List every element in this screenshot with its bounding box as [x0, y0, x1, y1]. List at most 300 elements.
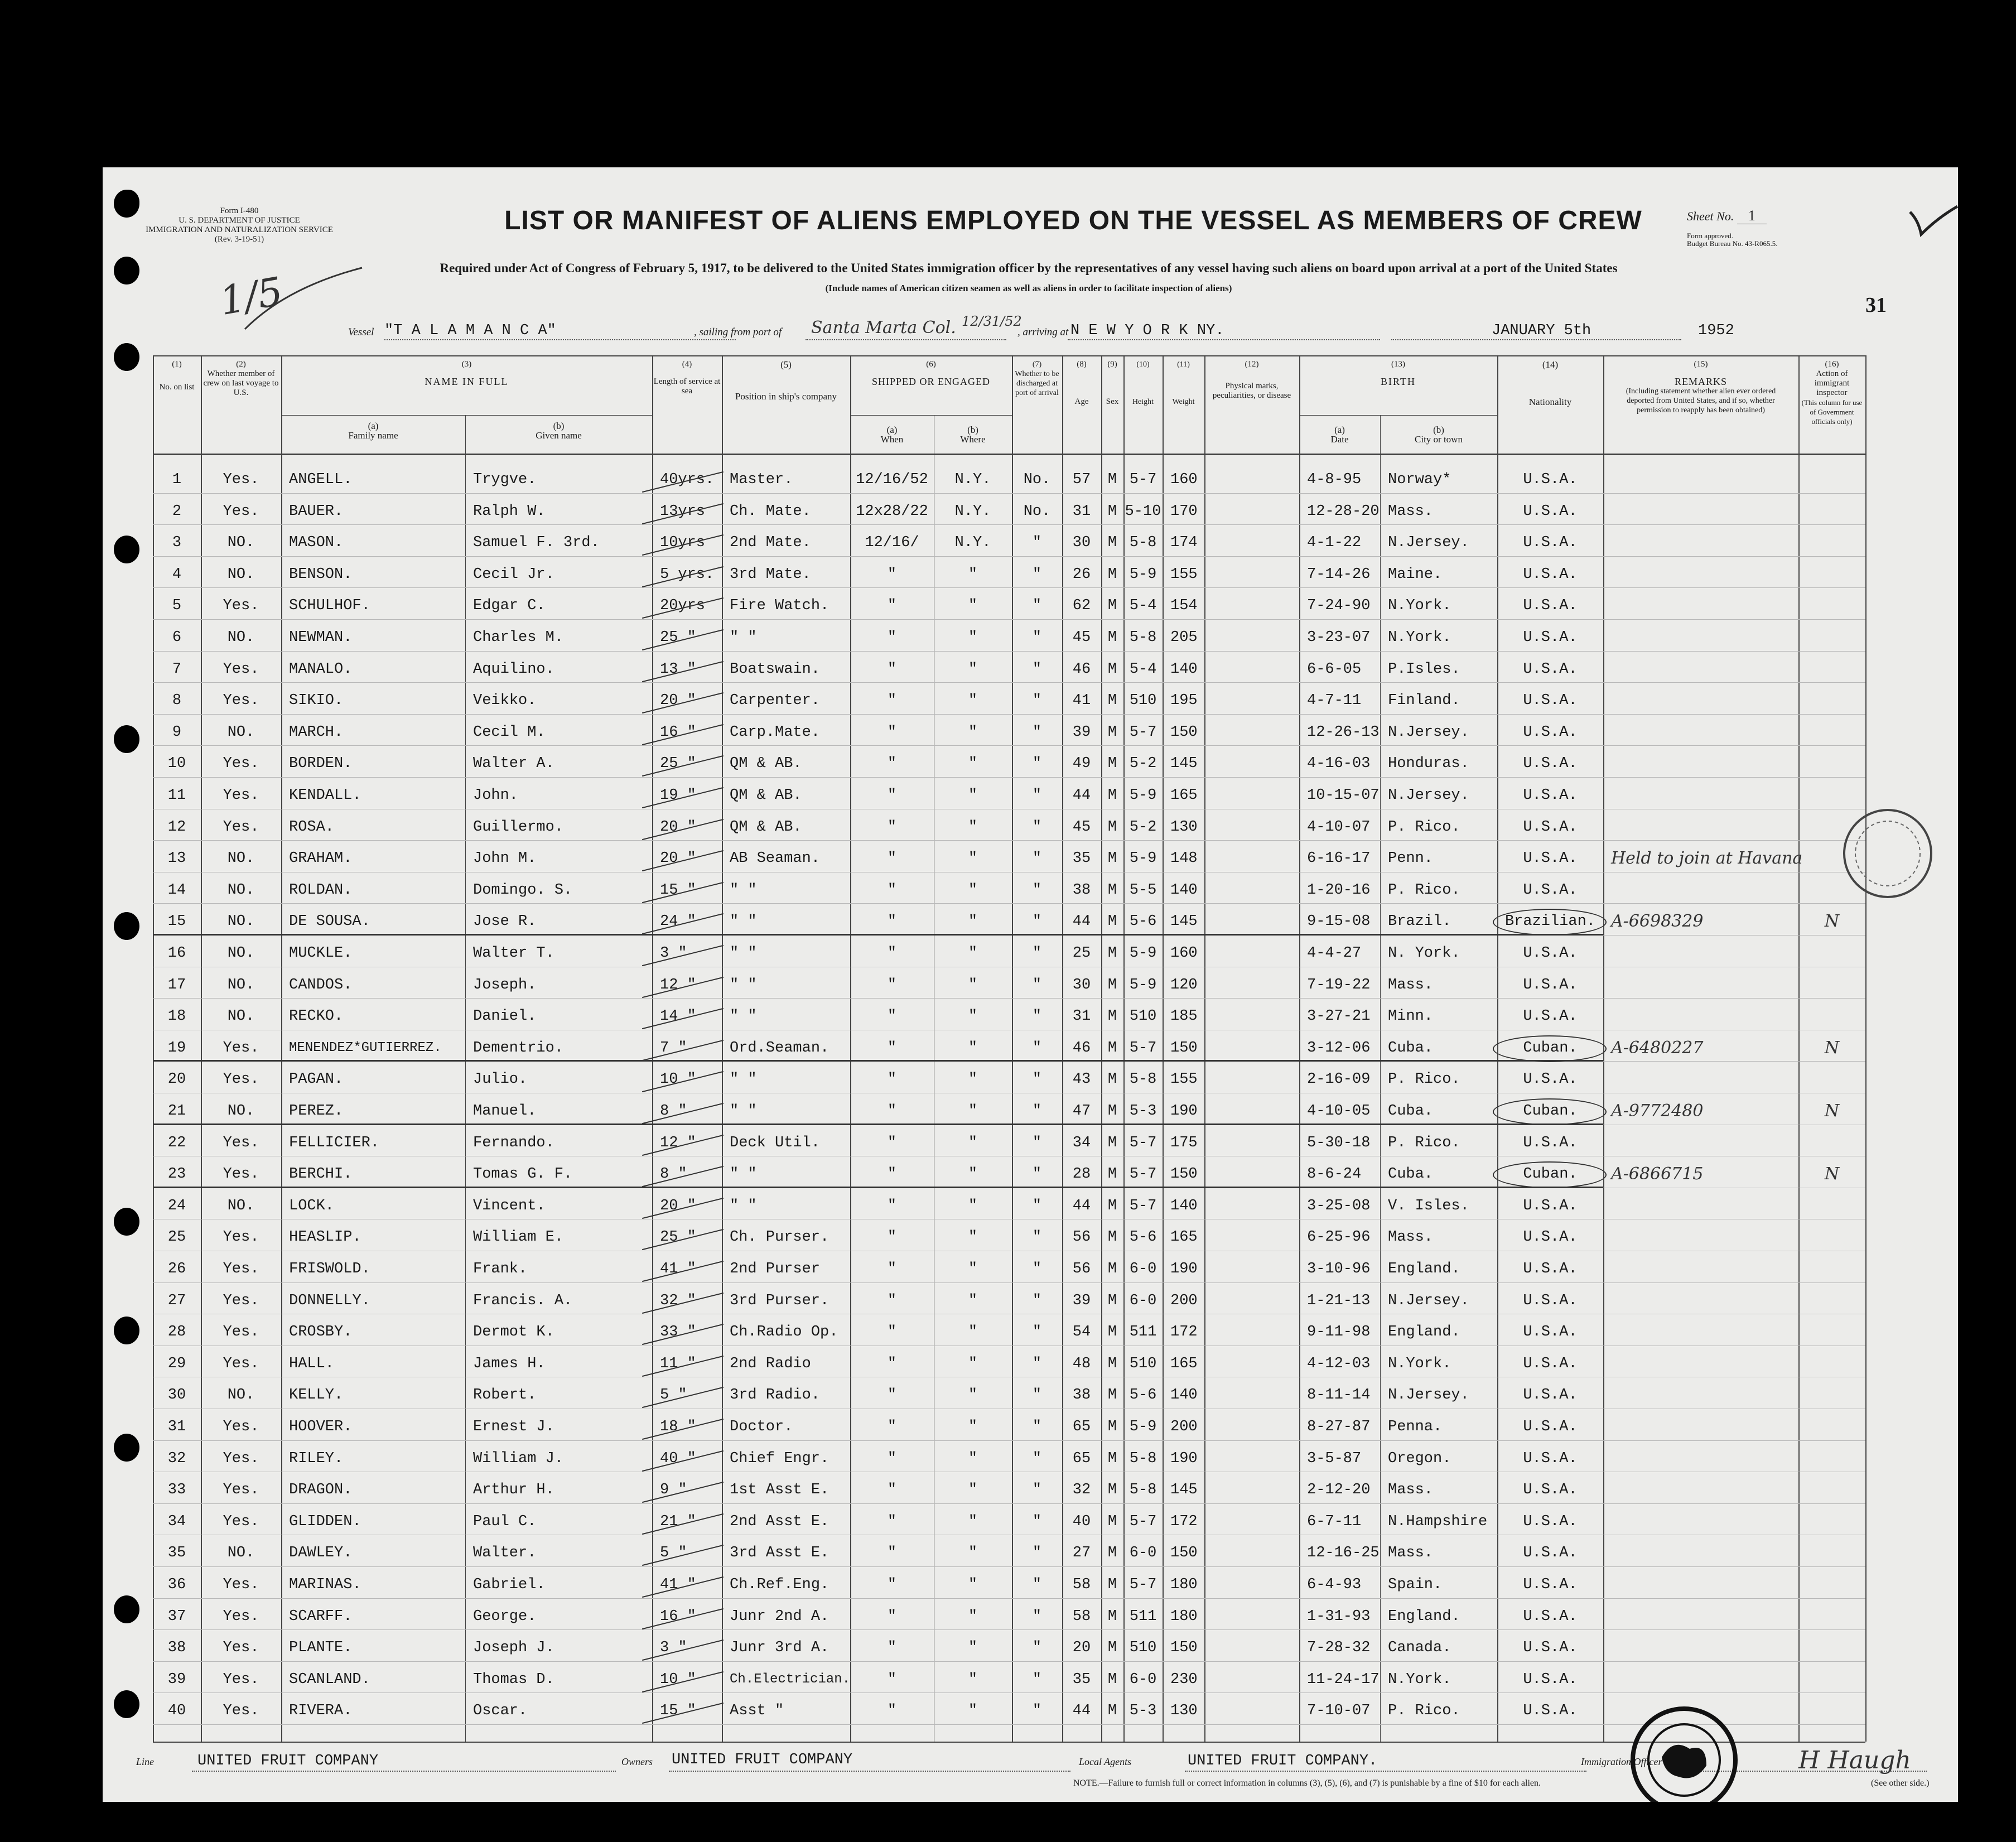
cell-bdate: 3-5-87 [1307, 1450, 1362, 1467]
cell-service: 16 " [660, 724, 696, 741]
cell-nationality: U.S.A. [1523, 1229, 1578, 1246]
cell-given: Guillermo. [473, 818, 564, 836]
cell-service: 20 " [660, 1197, 696, 1214]
cell-discharged: " [1032, 1355, 1042, 1372]
cell-when: " [887, 1261, 897, 1277]
cell-when: " [887, 597, 897, 615]
cell-when: 12x28/22 [856, 503, 928, 520]
cell-age: 39 [1072, 1292, 1091, 1309]
cell-when: " [887, 1576, 897, 1593]
cell-nationality: U.S.A. [1523, 1355, 1578, 1372]
cell-height: 510 [1129, 692, 1157, 710]
table-row [153, 1570, 1865, 1602]
cell-service: 15 " [660, 881, 696, 899]
cell-prev: Yes. [223, 660, 259, 678]
col-height-header: (10) Height [1132, 360, 1154, 406]
cell-discharged: " [1032, 1229, 1042, 1246]
col-birth-header: (13) BIRTH [1381, 360, 1416, 387]
sheet-number [1687, 208, 1767, 224]
cell-family: BAUER. [289, 503, 344, 520]
cell-family: MARCH. [289, 724, 344, 741]
cell-weight: 172 [1170, 1324, 1198, 1341]
cell-bplace: N.York. [1388, 597, 1451, 615]
cell-weight: 140 [1170, 660, 1198, 678]
cell-remarks: A-6698329 [1611, 912, 1704, 932]
cell-age: 30 [1072, 534, 1091, 552]
cell-age: 49 [1072, 755, 1091, 773]
cell-height: 510 [1129, 1355, 1157, 1372]
cell-discharged: " [1032, 1545, 1042, 1562]
cell-sex: M [1107, 1008, 1117, 1025]
cell-weight: 190 [1170, 1103, 1198, 1120]
cell-service: 25 " [660, 629, 696, 646]
alien-underline [153, 1187, 1603, 1188]
cell-discharged: " [1032, 660, 1042, 678]
cell-given: Gabriel. [473, 1576, 546, 1593]
cell-age: 31 [1072, 503, 1091, 520]
cell-weight: 145 [1170, 913, 1198, 930]
cell-given: William E. [473, 1229, 564, 1246]
cell-no: 29 [167, 1355, 186, 1372]
cell-height: 5-7 [1129, 1134, 1157, 1151]
cell-when: " [887, 945, 897, 962]
cell-when: 12/16/ [865, 534, 919, 552]
cell-nationality: U.S.A. [1523, 534, 1578, 552]
cell-bplace: N.Jersey. [1388, 724, 1469, 741]
cell-when: " [887, 1071, 897, 1088]
officer-signature: H Haugh [1798, 1746, 1911, 1775]
cell-where: " [968, 1197, 978, 1214]
cell-when: " [887, 1545, 897, 1562]
cell-given: Paul C. [473, 1513, 537, 1530]
table-row [153, 1064, 1865, 1096]
cell-sex: M [1107, 1703, 1117, 1720]
cell-prev: Yes. [223, 1261, 259, 1277]
cell-family: ROSA. [289, 818, 335, 836]
cell-discharged: " [1032, 597, 1042, 615]
cell-bplace: N.Jersey. [1388, 534, 1469, 552]
cell-position: Doctor. [730, 1419, 793, 1435]
owners-value: UNITED FRUIT COMPANY [672, 1752, 853, 1768]
cell-sex: M [1107, 1103, 1117, 1120]
cell-bplace: N.Jersey. [1388, 787, 1469, 804]
cell-family: BERCHI. [289, 1166, 353, 1183]
table-row [153, 938, 1865, 970]
cell-sex: M [1107, 1134, 1117, 1151]
cell-discharged: " [1032, 787, 1042, 804]
cell-bdate: 3-23-07 [1307, 629, 1371, 646]
cell-service: 10yrs [660, 534, 706, 552]
cell-weight: 150 [1170, 1039, 1198, 1057]
form-approved-line: Form approved. [1687, 232, 1734, 240]
cell-bplace: Mass. [1388, 503, 1434, 520]
cell-prev: Yes. [223, 1324, 259, 1341]
cell-prev: Yes. [223, 692, 259, 710]
cell-prev: Yes. [223, 1450, 259, 1467]
cell-weight: 170 [1170, 503, 1198, 520]
cell-no: 17 [167, 976, 186, 994]
cell-height: 511 [1129, 1324, 1157, 1341]
cell-given: Cecil Jr. [473, 566, 554, 583]
table-row [153, 749, 1865, 780]
cell-family: LOCK. [289, 1197, 335, 1214]
table-row [153, 1696, 1865, 1728]
cell-prev: NO. [227, 945, 255, 962]
table-row [153, 1222, 1865, 1254]
cell-age: 31 [1072, 1008, 1091, 1025]
cell-discharged: " [1032, 755, 1042, 773]
cell-sex: M [1107, 1197, 1117, 1214]
cell-age: 44 [1072, 1197, 1091, 1214]
cell-no: 25 [167, 1229, 186, 1246]
cell-action: N [1824, 1164, 1840, 1184]
cell-sex: M [1107, 913, 1117, 930]
cell-sex: M [1107, 724, 1117, 741]
sailing-date: 12/31/52 [962, 314, 1022, 329]
cell-age: 32 [1072, 1482, 1091, 1499]
cell-position: Ord.Seaman. [730, 1039, 829, 1057]
cell-discharged: No. [1023, 471, 1051, 488]
cell-no: 12 [167, 818, 186, 836]
cell-bplace: Mass. [1388, 976, 1434, 994]
cell-given: James H. [473, 1355, 546, 1372]
cell-where: " [968, 1324, 978, 1341]
cell-service: 20yrs [660, 597, 706, 615]
crew-table [153, 355, 1865, 1742]
cell-weight: 155 [1170, 566, 1198, 583]
cell-age: 57 [1072, 471, 1091, 488]
vessel-label: Vessel [348, 326, 374, 338]
cell-when: " [887, 881, 897, 899]
cell-sex: M [1107, 818, 1117, 836]
cell-height: 5-8 [1129, 1071, 1157, 1088]
cell-age: 45 [1072, 629, 1091, 646]
cell-prev: Yes. [223, 1039, 259, 1057]
cell-nationality: Cuban. [1523, 1103, 1578, 1120]
cell-age: 56 [1072, 1229, 1091, 1246]
table-row [153, 686, 1865, 717]
cell-sex: M [1107, 1355, 1117, 1372]
cell-no: 34 [167, 1513, 186, 1530]
margin-stroke-icon [242, 265, 365, 332]
seal-stamp-icon [1628, 1704, 1740, 1802]
cell-service: 13 " [660, 660, 696, 678]
cell-no: 3 [172, 534, 182, 552]
cell-weight: 130 [1170, 1703, 1198, 1720]
cell-position: Master. [730, 471, 793, 488]
cell-position: 3rd Asst E. [730, 1545, 829, 1562]
requirement-subtext: (Include names of American citizen seamen as well as aliens in order to facilitate inspection of aliens) [825, 283, 1232, 293]
cell-position: Chief Engr. [730, 1450, 829, 1467]
table-row [153, 906, 1865, 938]
col-discharged-header: (7) Whether to be discharged at port of arrival [1015, 360, 1059, 397]
cell-prev: Yes. [223, 755, 259, 773]
cell-no: 33 [167, 1482, 186, 1499]
cell-discharged: " [1032, 881, 1042, 899]
cell-bplace: Spain. [1388, 1576, 1443, 1593]
alien-underline [153, 1060, 1603, 1062]
cell-nationality: U.S.A. [1523, 787, 1578, 804]
cell-bplace: Finland. [1388, 692, 1460, 710]
cell-where: " [968, 1608, 978, 1625]
cell-remarks: A-6480227 [1611, 1038, 1704, 1058]
cell-service: 5 " [660, 1545, 687, 1562]
cell-when: 12/16/52 [856, 471, 928, 488]
form-number: Form I-480 [220, 206, 259, 215]
cell-age: 56 [1072, 1261, 1091, 1277]
cell-service: 41 " [660, 1261, 696, 1277]
cell-no: 9 [172, 724, 182, 741]
col-weight-header: (11) Weight [1172, 360, 1195, 406]
cell-family: DAWLEY. [289, 1545, 353, 1562]
cell-nationality: U.S.A. [1523, 692, 1578, 710]
cell-bdate: 4-10-05 [1307, 1103, 1371, 1120]
cell-discharged: " [1032, 1197, 1042, 1214]
table-row [153, 1444, 1865, 1475]
col-prev-voyage-header: (2) Whether member of crew on last voyage to U.S. [203, 360, 279, 397]
cell-sex: M [1107, 976, 1117, 994]
col-when-header: (a) When [880, 425, 904, 445]
cell-prev: NO. [227, 850, 255, 867]
table-row [153, 1128, 1865, 1160]
cell-bdate: 4-8-95 [1307, 471, 1362, 488]
col-birth-date-header: (a) Date [1330, 425, 1349, 445]
cell-prev: Yes. [223, 1576, 259, 1593]
cell-age: 38 [1072, 1387, 1091, 1404]
cell-sex: M [1107, 1387, 1117, 1404]
cell-no: 22 [167, 1134, 186, 1151]
cell-given: Daniel. [473, 1008, 537, 1025]
cell-no: 13 [167, 850, 186, 867]
cell-service: 25 " [660, 755, 696, 773]
cell-height: 5-2 [1129, 755, 1157, 773]
cell-service: 16 " [660, 1608, 696, 1625]
cell-position: Asst " [730, 1703, 784, 1720]
cell-weight: 230 [1170, 1671, 1198, 1688]
cell-given: Walter A. [473, 755, 554, 773]
cell-age: 38 [1072, 881, 1091, 899]
cell-given: Walter T. [473, 945, 554, 962]
cell-when: " [887, 1671, 897, 1688]
cell-prev: Yes. [223, 1134, 259, 1151]
cell-when: " [887, 1134, 897, 1151]
cell-no: 31 [167, 1419, 186, 1435]
cell-no: 8 [172, 692, 182, 710]
cell-age: 34 [1072, 1134, 1091, 1151]
cell-when: " [887, 1419, 897, 1435]
cell-height: 5-6 [1129, 913, 1157, 930]
table-row [153, 1475, 1865, 1507]
cell-when: " [887, 850, 897, 867]
cell-family: PLANTE. [289, 1640, 353, 1657]
table-row [153, 1665, 1865, 1696]
cell-bplace: P.Isles. [1388, 660, 1460, 678]
agents-value: UNITED FRUIT COMPANY. [1188, 1753, 1378, 1769]
cell-age: 65 [1072, 1450, 1091, 1467]
cell-service: 40yrs. [660, 471, 715, 488]
col-action-header: (16) Action of immigrant inspector (This column for use of Government officials only) [1801, 360, 1863, 426]
cell-weight: 160 [1170, 945, 1198, 962]
cell-service: 5 " [660, 1387, 687, 1404]
cell-position: Boatswain. [730, 660, 821, 678]
cell-bdate: 10-15-07 [1307, 787, 1380, 804]
cell-discharged: " [1032, 1450, 1042, 1467]
table-row [153, 1507, 1865, 1539]
cell-prev: Yes. [223, 1482, 259, 1499]
cell-no: 4 [172, 566, 182, 583]
cell-action: N [1824, 1038, 1840, 1058]
cell-where: " [968, 629, 978, 646]
cell-given: Robert. [473, 1387, 537, 1404]
cell-bplace: Mass. [1388, 1229, 1434, 1246]
sailing-port: Santa Marta Col. [811, 318, 956, 337]
cell-where: " [968, 724, 978, 741]
cell-when: " [887, 1513, 897, 1530]
cell-given: John M. [473, 850, 537, 867]
cell-bplace: Penn. [1388, 850, 1434, 867]
cell-bplace: Mass. [1388, 1482, 1434, 1499]
cell-prev: Yes. [223, 1292, 259, 1309]
cell-position: Fire Watch. [730, 597, 829, 615]
cell-weight: 140 [1170, 1387, 1198, 1404]
table-row [153, 1412, 1865, 1444]
cell-family: SCARFF. [289, 1608, 353, 1625]
cell-where: " [968, 787, 978, 804]
sheet-value: 1 [1737, 208, 1767, 224]
cell-bdate: 2-16-09 [1307, 1071, 1371, 1088]
margin-mark: 1/5 [216, 268, 286, 325]
cell-remarks: A-6866715 [1611, 1164, 1704, 1184]
cell-position: Ch. Mate. [730, 503, 811, 520]
cell-weight: 150 [1170, 1545, 1198, 1562]
cell-where: " [968, 1166, 978, 1183]
cell-discharged: " [1032, 850, 1042, 867]
cell-when: " [887, 1008, 897, 1025]
cell-where: " [968, 1261, 978, 1277]
cell-bplace: Brazil. [1388, 913, 1451, 930]
cell-family: MUCKLE. [289, 945, 353, 962]
cell-position: 3rd Radio. [730, 1387, 821, 1404]
cell-prev: Yes. [223, 1671, 259, 1688]
cell-sex: M [1107, 850, 1117, 867]
cell-family: HALL. [289, 1355, 335, 1372]
cell-weight: 145 [1170, 755, 1198, 773]
cell-when: " [887, 660, 897, 678]
cell-nationality: U.S.A. [1523, 1450, 1578, 1467]
cell-where: " [968, 881, 978, 899]
circular-stamp-icon [1837, 803, 1938, 904]
cell-prev: Yes. [223, 1229, 259, 1246]
cell-position: AB Seaman. [730, 850, 821, 867]
cell-no: 28 [167, 1324, 186, 1341]
cell-position: 2nd Asst E. [730, 1513, 829, 1530]
cell-no: 20 [167, 1071, 186, 1088]
cell-bdate: 4-16-03 [1307, 755, 1371, 773]
cell-where: " [968, 1640, 978, 1657]
cell-age: 44 [1072, 1703, 1091, 1720]
cell-service: 8 " [660, 1166, 687, 1183]
cell-height: 5-2 [1129, 818, 1157, 836]
cell-no: 36 [167, 1576, 186, 1593]
cell-no: 40 [167, 1703, 186, 1720]
cell-weight: 190 [1170, 1261, 1198, 1277]
cell-prev: Yes. [223, 1608, 259, 1625]
cell-bdate: 8-27-87 [1307, 1419, 1371, 1435]
cell-no: 15 [167, 913, 186, 930]
cell-age: 30 [1072, 976, 1091, 994]
cell-where: " [968, 1008, 978, 1025]
cell-height: 510 [1129, 1008, 1157, 1025]
cell-where: " [968, 1103, 978, 1120]
cell-age: 41 [1072, 692, 1091, 710]
cell-when: " [887, 566, 897, 583]
cell-given: Fernando. [473, 1134, 554, 1151]
cell-no: 19 [167, 1039, 186, 1057]
cell-where: " [968, 566, 978, 583]
cell-where: N.Y. [954, 503, 991, 520]
cell-sex: M [1107, 471, 1117, 488]
cell-height: 5-9 [1129, 566, 1157, 583]
cell-bdate: 6-7-11 [1307, 1513, 1362, 1530]
cell-nationality: U.S.A. [1523, 471, 1578, 488]
cell-sex: M [1107, 1450, 1117, 1467]
cell-nationality: U.S.A. [1523, 1703, 1578, 1720]
cell-family: HEASLIP. [289, 1229, 361, 1246]
cell-bplace: N.York. [1388, 1671, 1451, 1688]
cell-sex: M [1107, 1482, 1117, 1499]
cell-nationality: U.S.A. [1523, 1482, 1578, 1499]
cell-prev: Yes. [223, 1513, 259, 1530]
cell-age: 20 [1072, 1640, 1091, 1657]
cell-position: QM & AB. [730, 787, 802, 804]
cell-height: 5-7 [1129, 1166, 1157, 1183]
cell-where: " [968, 755, 978, 773]
cell-height: 5-9 [1129, 850, 1157, 867]
cell-given: Dermot K. [473, 1324, 554, 1341]
cell-height: 510 [1129, 1640, 1157, 1657]
cell-bplace: Minn. [1388, 1008, 1434, 1025]
cell-no: 7 [172, 660, 182, 678]
cell-bplace: P. Rico. [1388, 1071, 1460, 1088]
cell-nationality: U.S.A. [1523, 818, 1578, 836]
cell-nationality: U.S.A. [1523, 1640, 1578, 1657]
col-remarks-header: (15) REMARKS (Including statement whether alien ever ordered deported from United States, and if so, whether permission to reapply has been obtained) [1626, 360, 1776, 414]
cell-given: Tomas G. F. [473, 1166, 573, 1183]
cell-family: MANALO. [289, 660, 353, 678]
cell-nationality: U.S.A. [1523, 1387, 1578, 1404]
cell-bdate: 4-12-03 [1307, 1355, 1371, 1372]
cell-no: 37 [167, 1608, 186, 1625]
cell-sex: M [1107, 503, 1117, 520]
cell-height: 5-9 [1129, 1419, 1157, 1435]
cell-service: 13yrs [660, 503, 706, 520]
table-row [153, 875, 1865, 907]
cell-given: Walter. [473, 1545, 537, 1562]
manifest-page [103, 167, 1958, 1802]
cell-prev: Yes. [223, 597, 259, 615]
cell-sex: M [1107, 1039, 1117, 1057]
cell-sex: M [1107, 787, 1117, 804]
cell-nationality: U.S.A. [1523, 1197, 1578, 1214]
table-row [153, 623, 1865, 654]
cell-height: 5-8 [1129, 1450, 1157, 1467]
cell-prev: Yes. [223, 818, 259, 836]
cell-given: Oscar. [473, 1703, 528, 1720]
cell-family: KELLY. [289, 1387, 344, 1404]
cell-service: 20 " [660, 692, 696, 710]
cell-bplace: England. [1388, 1261, 1460, 1277]
cell-nationality: U.S.A. [1523, 660, 1578, 678]
